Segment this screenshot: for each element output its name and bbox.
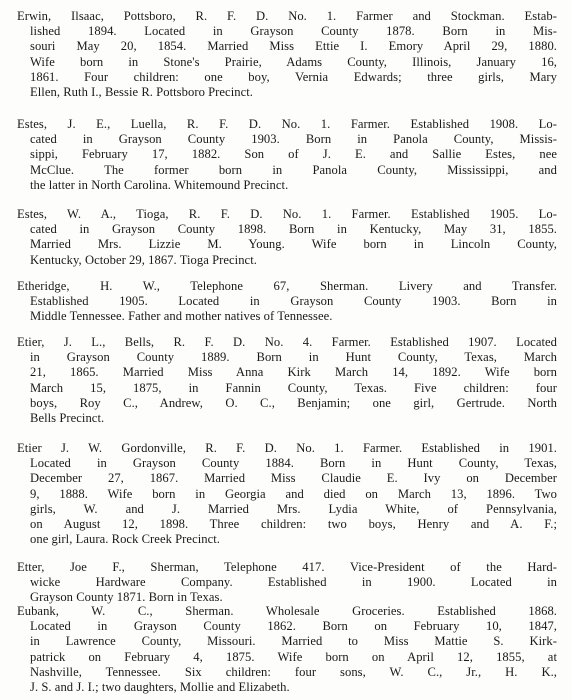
entry-line: Kentucky, October 29, 1867. Tioga Precinct. [30,252,257,267]
entry-line: 21, 1865. Married Miss Anna Kirk March 14, 1892. Wife born [30,365,557,380]
entry-line: Wife born in Stone's Prairie, Adams County, Illinois, January 16, [30,54,557,69]
entry-line: December 27, 1867. Married Miss Claudie E. Ivy on December [30,471,557,486]
entry-line: 9, 1888. Wife born in Georgia and died on March 13, 1896. Two [30,486,557,501]
entry-etier-jw [17,441,557,547]
entry-line: Located in Grayson County 1884. Born in Hunt County, Texas, [30,456,557,471]
entry-line: Established 1905. Located in Grayson County 1903. Born in [30,294,557,309]
entry-line: March 15, 1875, in Fannin County, Texas. Five children: four [30,380,557,395]
entry-estes-wa [17,207,557,268]
entry-line: Married Mrs. Lizzie M. Young. Wife born in Lincoln County, [30,237,557,252]
entry-line: Bells Precinct. [30,410,105,425]
entry-line: sippi, February 17, 1882. Son of J. E. and Sallie Estes, nee [30,147,557,162]
entry-etheridge [17,279,557,325]
entry-line: Ellen, Ruth I., Bessie R. Pottsboro Precinct. [30,84,253,99]
entry-line: Etier, J. L., Bells, R. F. D. No. 4. Farmer. Established 1907. Located [17,335,557,349]
entry-line: lished 1894. Located in Grayson County 1878. Born in Mis- [30,24,557,39]
entry-line: souri May 20, 1854. Married Miss Ettie I. Emory April 29, 1880. [30,39,557,54]
entry-etter [17,560,557,606]
entry-estes-je [17,117,557,193]
entry-line: Nashville, Tennessee. Six children: four sons, W. C., Jr., H. K., [30,664,557,679]
entry-line: the latter in North Carolina. Whitemound Precinct. [30,177,289,192]
entry-line: Estes, J. E., Luella, R. F. D. No. 1. Farmer. Established 1908. Lo- [17,117,557,131]
entry-line: boys, Roy C., Andrew, O. C., Benjamin; one girl, Gertrude. North [30,395,557,410]
entry-line: cated in Grayson County 1898. Born in Kentucky, May 31, 1855. [30,222,557,237]
entry-line: Etier J. W. Gordonville, R. F. D. No. 1. Farmer. Established in 1901. [17,441,557,455]
entry-etier-jl [17,335,557,426]
entry-line: 1861. Four children: one boy, Vernia Edwards; three girls, Mary [30,69,557,84]
entry-line: Middle Tennessee. Father and mother natives of Tennessee. [30,309,333,324]
entry-line: girls, W. and J. Married Mrs. Lydia White, of Pennsylvania, [30,501,557,516]
entry-line: patrick on February 4, 1875. Wife born on April 12, 1855, at [30,649,557,664]
entry-line: Eubank, W. C., Sherman. Wholesale Groceries. Established 1868. [17,604,557,618]
entry-line: McClue. The former born in Panola County, Mississippi, and [30,162,557,177]
entry-line: in Lawrence County, Missouri. Married to Miss Mattie S. Kirk- [30,634,557,649]
entry-line: Etter, Joe F., Sherman, Telephone 417. Vice-President of the Hard- [17,560,557,574]
entry-line: Located in Grayson County 1862. Born on February 10, 1847, [30,619,557,634]
entry-line: one girl, Laura. Rock Creek Precinct. [30,532,220,547]
entry-line: Erwin, Ilsaac, Pottsboro, R. F. D. No. 1. Farmer and Stockman. Estab- [17,9,557,23]
entry-line: wicke Hardware Company. Established in 1900. Located in [30,575,557,590]
entry-line: J. S. and J. I.; two daughters, Mollie and Elizabeth. [30,679,290,694]
entry-line: Grayson County 1871. Born in Texas. [30,590,223,605]
entry-erwin [17,9,557,100]
entry-line: on August 12, 1898. Three children: two boys, Henry and A. F.; [30,516,557,531]
entry-line: Etheridge, H. W., Telephone 67, Sherman. Livery and Transfer. [17,279,557,293]
entry-line: Estes, W. A., Tioga, R. F. D. No. 1. Farmer. Established 1905. Lo- [17,207,557,221]
entry-line: in Grayson County 1889. Born in Hunt County, Texas, March [30,350,557,365]
entry-eubank [17,604,557,695]
entry-line: cated in Grayson County 1903. Born in Panola County, Missis- [30,132,557,147]
